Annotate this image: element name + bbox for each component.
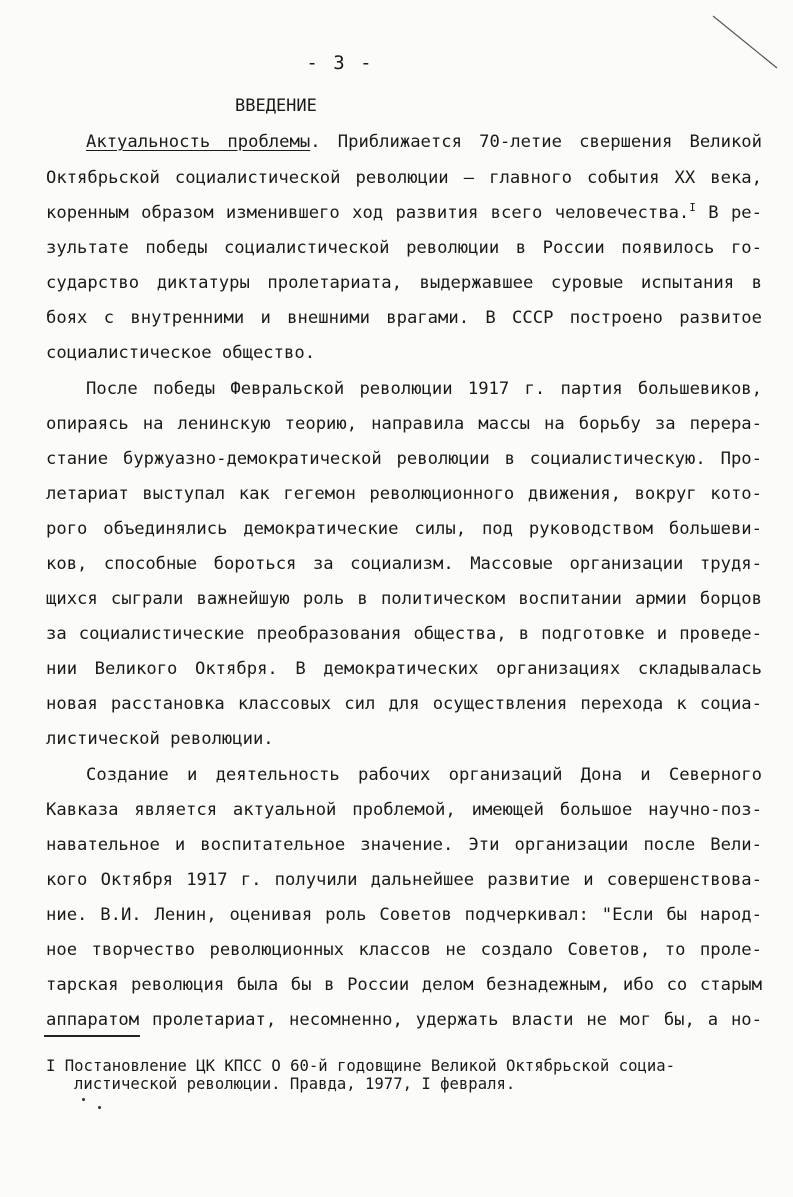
scan-speck: [98, 1106, 101, 1109]
paragraph-2-line: стание буржуазно-демократической революции в социалистическую. Про-: [46, 449, 762, 469]
paragraph-2-line: за социалистические преобразования общества, в подготовке и проведе-: [46, 624, 762, 644]
corner-pencil-mark: [711, 14, 781, 72]
paragraph-2-line: рого объединялись демократические силы, под руководством большеви-: [46, 519, 762, 539]
text-span: коренным образом изменившего ход развития всего человечества.: [46, 203, 690, 223]
page-number: - 3 -: [306, 52, 374, 74]
paragraph-1-line: [86, 131, 762, 153]
paragraph-3-line: тарская революция была бы в России делом безнадежным, ибо со старым: [46, 975, 762, 995]
paragraph-1-line: сударство диктатуры пролетариата, выдержавшее суровые испытания в: [46, 273, 762, 293]
paragraph-3-line: ное творчество революционных классов не создало Советов, то проле-: [46, 940, 762, 960]
footnote-ref: I: [689, 201, 696, 214]
paragraph-3-line: Кавказа является актуальной проблемой, имеющей большое научно-поз-: [46, 800, 762, 820]
footnote-line: листической революции. Правда, 1977, I февраля.: [74, 1075, 516, 1093]
paragraph-1-line: [46, 202, 762, 224]
paragraph-3-line: кого Октября 1917 г. получили дальнейшее развитие и совершенствова-: [46, 870, 762, 890]
text-span: . Приближается 70-летие свершения Великой: [310, 132, 762, 152]
paragraph-1-line: боях с внутренними и внешними врагами. В СССР построено развитое: [46, 308, 762, 328]
paragraph-1-line: Октябрьской социалистической революции – главного события XX века,: [46, 168, 762, 188]
paragraph-2-line: опираясь на ленинскую теорию, направила массы на борьбу за перера-: [46, 414, 762, 434]
scan-speck: [82, 1098, 85, 1101]
section-heading: ВВЕДЕНИЕ: [235, 96, 317, 116]
paragraph-2-line: нии Великого Октября. В демократических организациях складывалась: [46, 659, 762, 679]
footnote-divider: [44, 1035, 140, 1037]
paragraph-3-line: Создание и деятельность рабочих организаций Дона и Северного: [86, 765, 762, 785]
lead-phrase: Актуальность проблемы: [86, 132, 311, 152]
paragraph-2-line: ков, способные бороться за социализм. Массовые организации трудя-: [46, 554, 762, 574]
paragraph-2-line: новая расстановка классовых сил для осуществления перехода к социа-: [46, 694, 762, 714]
paragraph-2-line: щихся сыграли важнейшую роль в политическом воспитании армии борцов: [46, 589, 762, 609]
paragraph-3-line: ние. В.И. Ленин, оценивая роль Советов подчеркивал: "Если бы народ-: [46, 905, 762, 925]
paragraph-1-line: социалистическое общество.: [46, 343, 316, 363]
paragraph-2-line: После победы Февральской революции 1917 г. партия большевиков,: [86, 379, 762, 399]
paragraph-1-line: зультате победы социалистической революции в России появилось го-: [46, 238, 762, 258]
paragraph-3-line: аппаратом пролетариат, несомненно, удержать власти не мог бы, а но-: [46, 1010, 762, 1030]
text-span: В ре-: [695, 203, 762, 223]
paragraph-3-line: навательное и воспитательное значение. Эти организации после Вели-: [46, 835, 762, 855]
footnote-line: I Постановление ЦК КПСС О 60-й годовщине Великой Октябрьской социа-: [46, 1057, 676, 1075]
paragraph-2-line: летариат выступал как гегемон революционного движения, вокруг кото-: [46, 484, 762, 504]
paragraph-2-line: листической революции.: [46, 729, 274, 749]
